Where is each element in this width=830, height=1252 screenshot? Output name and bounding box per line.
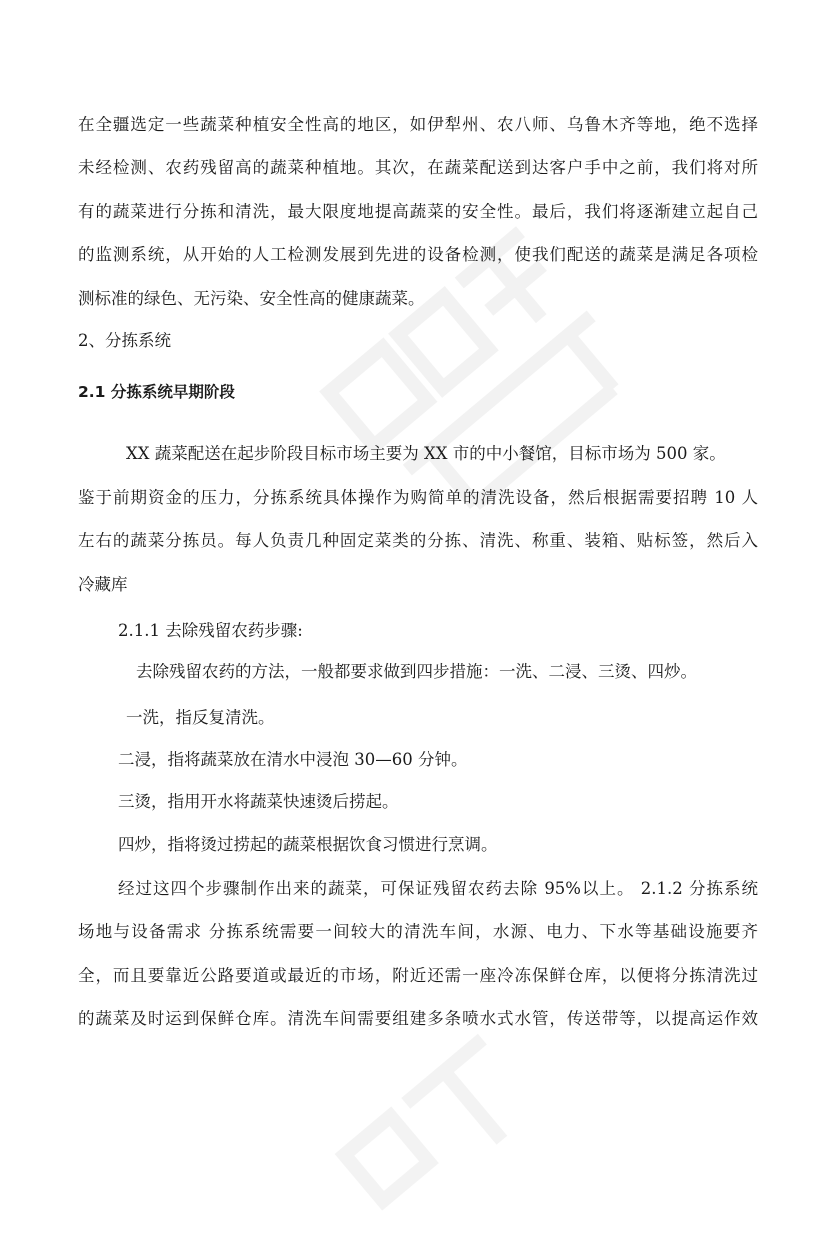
step-2: 二浸，指将蔬菜放在清水中浸泡 30—60 分钟。 <box>118 750 468 769</box>
section-heading-2: 2、分拣系统 <box>78 331 171 350</box>
step-4: 四炒，指将烫过捞起的蔬菜根据饮食习惯进行烹调。 <box>118 835 498 854</box>
watermark-fragment-icon <box>316 998 583 1252</box>
paragraph3-line-1: 经过这四个步骤制作出来的蔬菜，可保证残留农药去除 95%以上。 2.1.2 分拣系统 <box>118 879 758 898</box>
step-3: 三烫，指用开水将蔬菜快速烫后捞起。 <box>118 792 399 811</box>
paragraph1-line-3: 有的蔬菜进行分拣和清洗，最大限度地提高蔬菜的安全性。最后，我们将逐渐建立起自己 <box>78 202 758 221</box>
paragraph2-line-3: 左右的蔬菜分拣员。每人负责几种固定菜类的分拣、清洗、称重、装箱、贴标签，然后入 <box>78 531 758 550</box>
paragraph3-line-4: 的蔬菜及时运到保鲜仓库。清洗车间需要组建多条喷水式水管，传送带等，以提高运作效 <box>78 1009 758 1028</box>
steps-intro: 去除残留农药的方法，一般都要求做到四步措施：一洗、二浸、三烫、四炒。 <box>136 662 697 681</box>
paragraph2-line-2: 鉴于前期资金的压力，分拣系统具体操作为购简单的清洗设备，然后根据需要招聘 10 人 <box>78 488 758 507</box>
paragraph1-line-1: 在全疆选定一些蔬菜种植安全性高的地区，如伊犁州、农八师、乌鲁木齐等地，绝不选择 <box>78 115 758 134</box>
paragraph2-line-4: 冷藏库 <box>78 575 128 594</box>
paragraph1-line-5: 测标准的绿色、无污染、安全性高的健康蔬菜。 <box>78 289 425 308</box>
section-heading-2-1-1: 2.1.1 去除残留农药步骤: <box>118 621 303 640</box>
section-heading-2-1: 2.1 分拣系统早期阶段 <box>78 383 235 401</box>
paragraph1-line-4: 的监测系统，从开始的人工检测发展到先进的设备检测，使我们配送的蔬菜是满足各项检 <box>78 245 758 264</box>
paragraph3-line-3: 全，而且要靠近公路要道或最近的市场，附近还需一座冷冻保鲜仓库，以便将分拣清洗过 <box>78 966 758 985</box>
paragraph3-line-2: 场地与设备需求 分拣系统需要一间较大的清洗车间，水源、电力、下水等基础设施要齐 <box>78 922 758 941</box>
step-1: 一洗，指反复清洗。 <box>126 708 275 727</box>
paragraph2-line-1: XX 蔬菜配送在起步阶段目标市场主要为 XX 市的中小餐馆，目标市场为 500 家。 <box>126 444 726 463</box>
paragraph1-line-2: 未经检测、农药残留高的蔬菜种植地。其次，在蔬菜配送到达客户手中之前，我们将对所 <box>78 158 758 177</box>
